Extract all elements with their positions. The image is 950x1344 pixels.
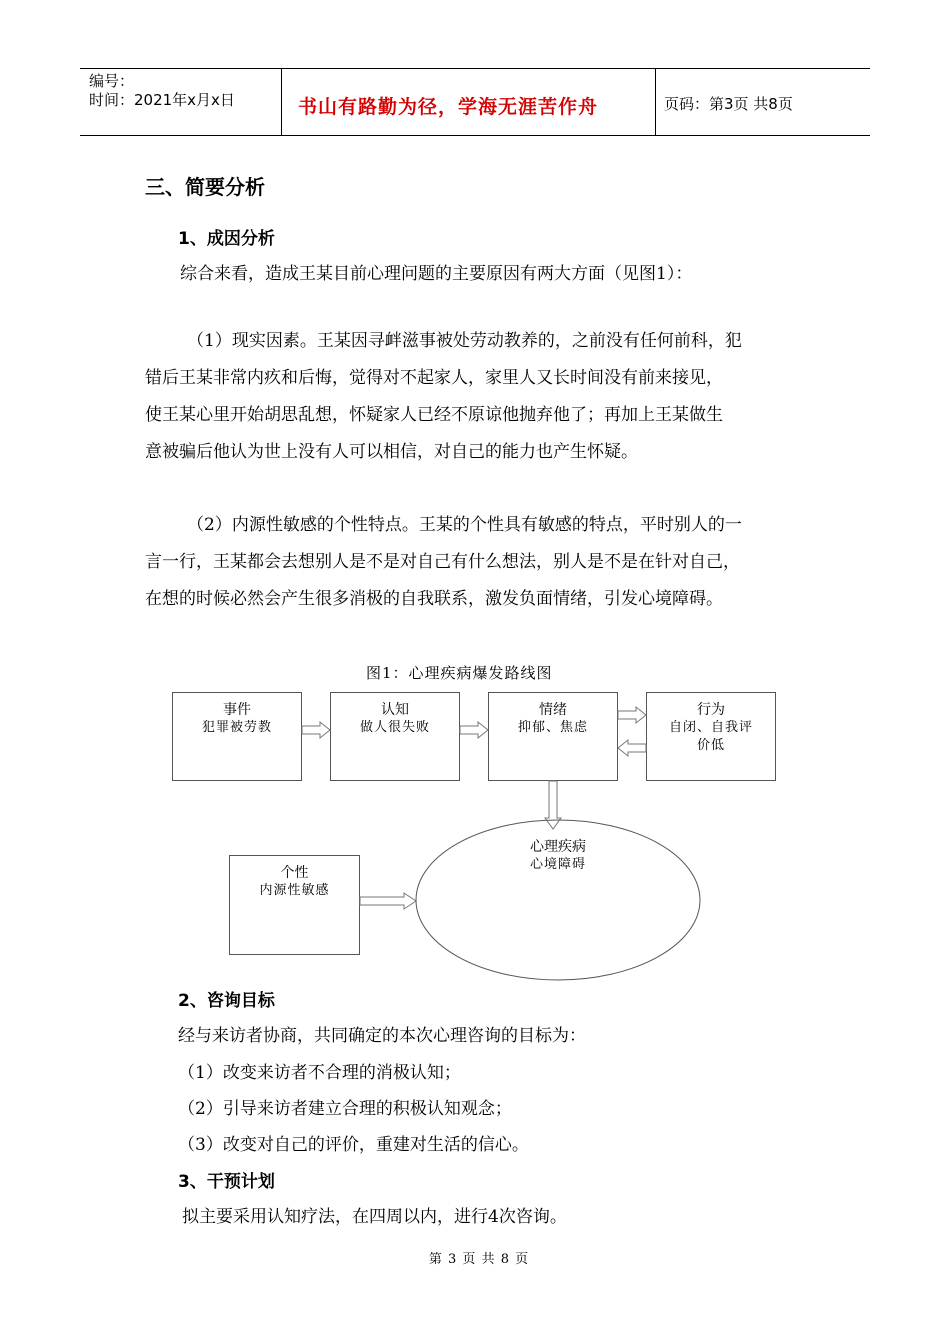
illness-text: 心境障碍	[529, 857, 586, 872]
paragraph-line: 言一行，王某都会去想别人是不是对自己有什么想法，别人是不是在针对自己，	[145, 552, 740, 572]
arrow-behavior-to-emotion	[618, 740, 646, 756]
paragraph-line: 在想的时候必然会产生很多消极的自我联系，激发负面情绪，引发心境障碍。	[145, 589, 723, 609]
goal-item: （1）改变来访者不合理的消极认知；	[178, 1063, 461, 1083]
plan-heading: 3、干预计划	[178, 1172, 275, 1192]
paragraph-line: （1）现实因素。王某因寻衅滋事被处劳动教养的，之前没有任何前科，犯	[187, 331, 742, 351]
behavior-box-text-1: 自闭、自我评	[668, 720, 753, 735]
plan-text: 拟主要采用认知疗法，在四周以内，进行4次咨询。	[182, 1207, 567, 1227]
header-page-label: 页码：第3页 共8页	[664, 95, 793, 113]
cause-analysis-heading: 1、成因分析	[178, 229, 275, 249]
personality-box-text: 内源性敏感	[259, 883, 330, 898]
arrow-emotion-to-behavior	[618, 707, 646, 723]
paragraph-line: 使王某心里开始胡思乱想，怀疑家人已经不原谅他抛弃他了；再加上王某做生	[145, 405, 723, 425]
goal-item: （2）引导来访者建立合理的积极认知观念；	[178, 1099, 512, 1119]
header-motto: 书山有路勤为径，学海无涯苦作舟	[298, 96, 599, 118]
paragraph-line: （2）内源性敏感的个性特点。王某的个性具有敏感的特点，平时别人的一	[187, 515, 742, 535]
goals-heading: 2、咨询目标	[178, 991, 275, 1011]
arrow-personality-to-illness	[360, 893, 416, 909]
cognition-box-text: 做人很失败	[359, 720, 430, 735]
event-box-title: 事件	[223, 702, 251, 718]
figure-caption: 图1：心理疾病爆发路线图	[366, 664, 553, 682]
emotion-box-text: 抑郁、焦虑	[517, 720, 588, 735]
paragraph-line: 错后王某非常内疚和后悔，觉得对不起家人，家里人又长时间没有前来接见，	[145, 368, 723, 388]
personality-box-title: 个性	[280, 865, 309, 881]
arrow-cognition-to-emotion	[460, 722, 488, 738]
illness-title: 心理疾病	[530, 839, 586, 855]
cause-intro: 综合来看，造成王某目前心理问题的主要原因有两大方面（见图1）：	[180, 264, 693, 284]
section-title: 三、简要分析	[145, 175, 265, 199]
arrow-event-to-cognition	[302, 722, 330, 738]
behavior-box-title: 行为	[697, 702, 725, 718]
emotion-box-title: 情绪	[539, 702, 567, 718]
paragraph-line: 意被骗后他认为世上没有人可以相信，对自己的能力也产生怀疑。	[145, 442, 638, 462]
cognition-box-title: 认知	[381, 702, 409, 718]
page-footer: 第 3 页 共 8 页	[428, 1252, 530, 1267]
illness-node	[488, 838, 628, 874]
event-box-text: 犯罪被劳教	[201, 720, 272, 735]
goals-intro: 经与来访者协商，共同确定的本次心理咨询的目标为：	[178, 1026, 586, 1046]
header-time-label: 时间：2021年x月x日	[89, 91, 235, 109]
goal-item: （3）改变对自己的评价，重建对生活的信心。	[178, 1135, 529, 1155]
behavior-box-text-2: 价低	[696, 738, 725, 753]
arrow-emotion-to-illness	[545, 781, 561, 829]
header-number-label: 编号：	[89, 72, 135, 90]
